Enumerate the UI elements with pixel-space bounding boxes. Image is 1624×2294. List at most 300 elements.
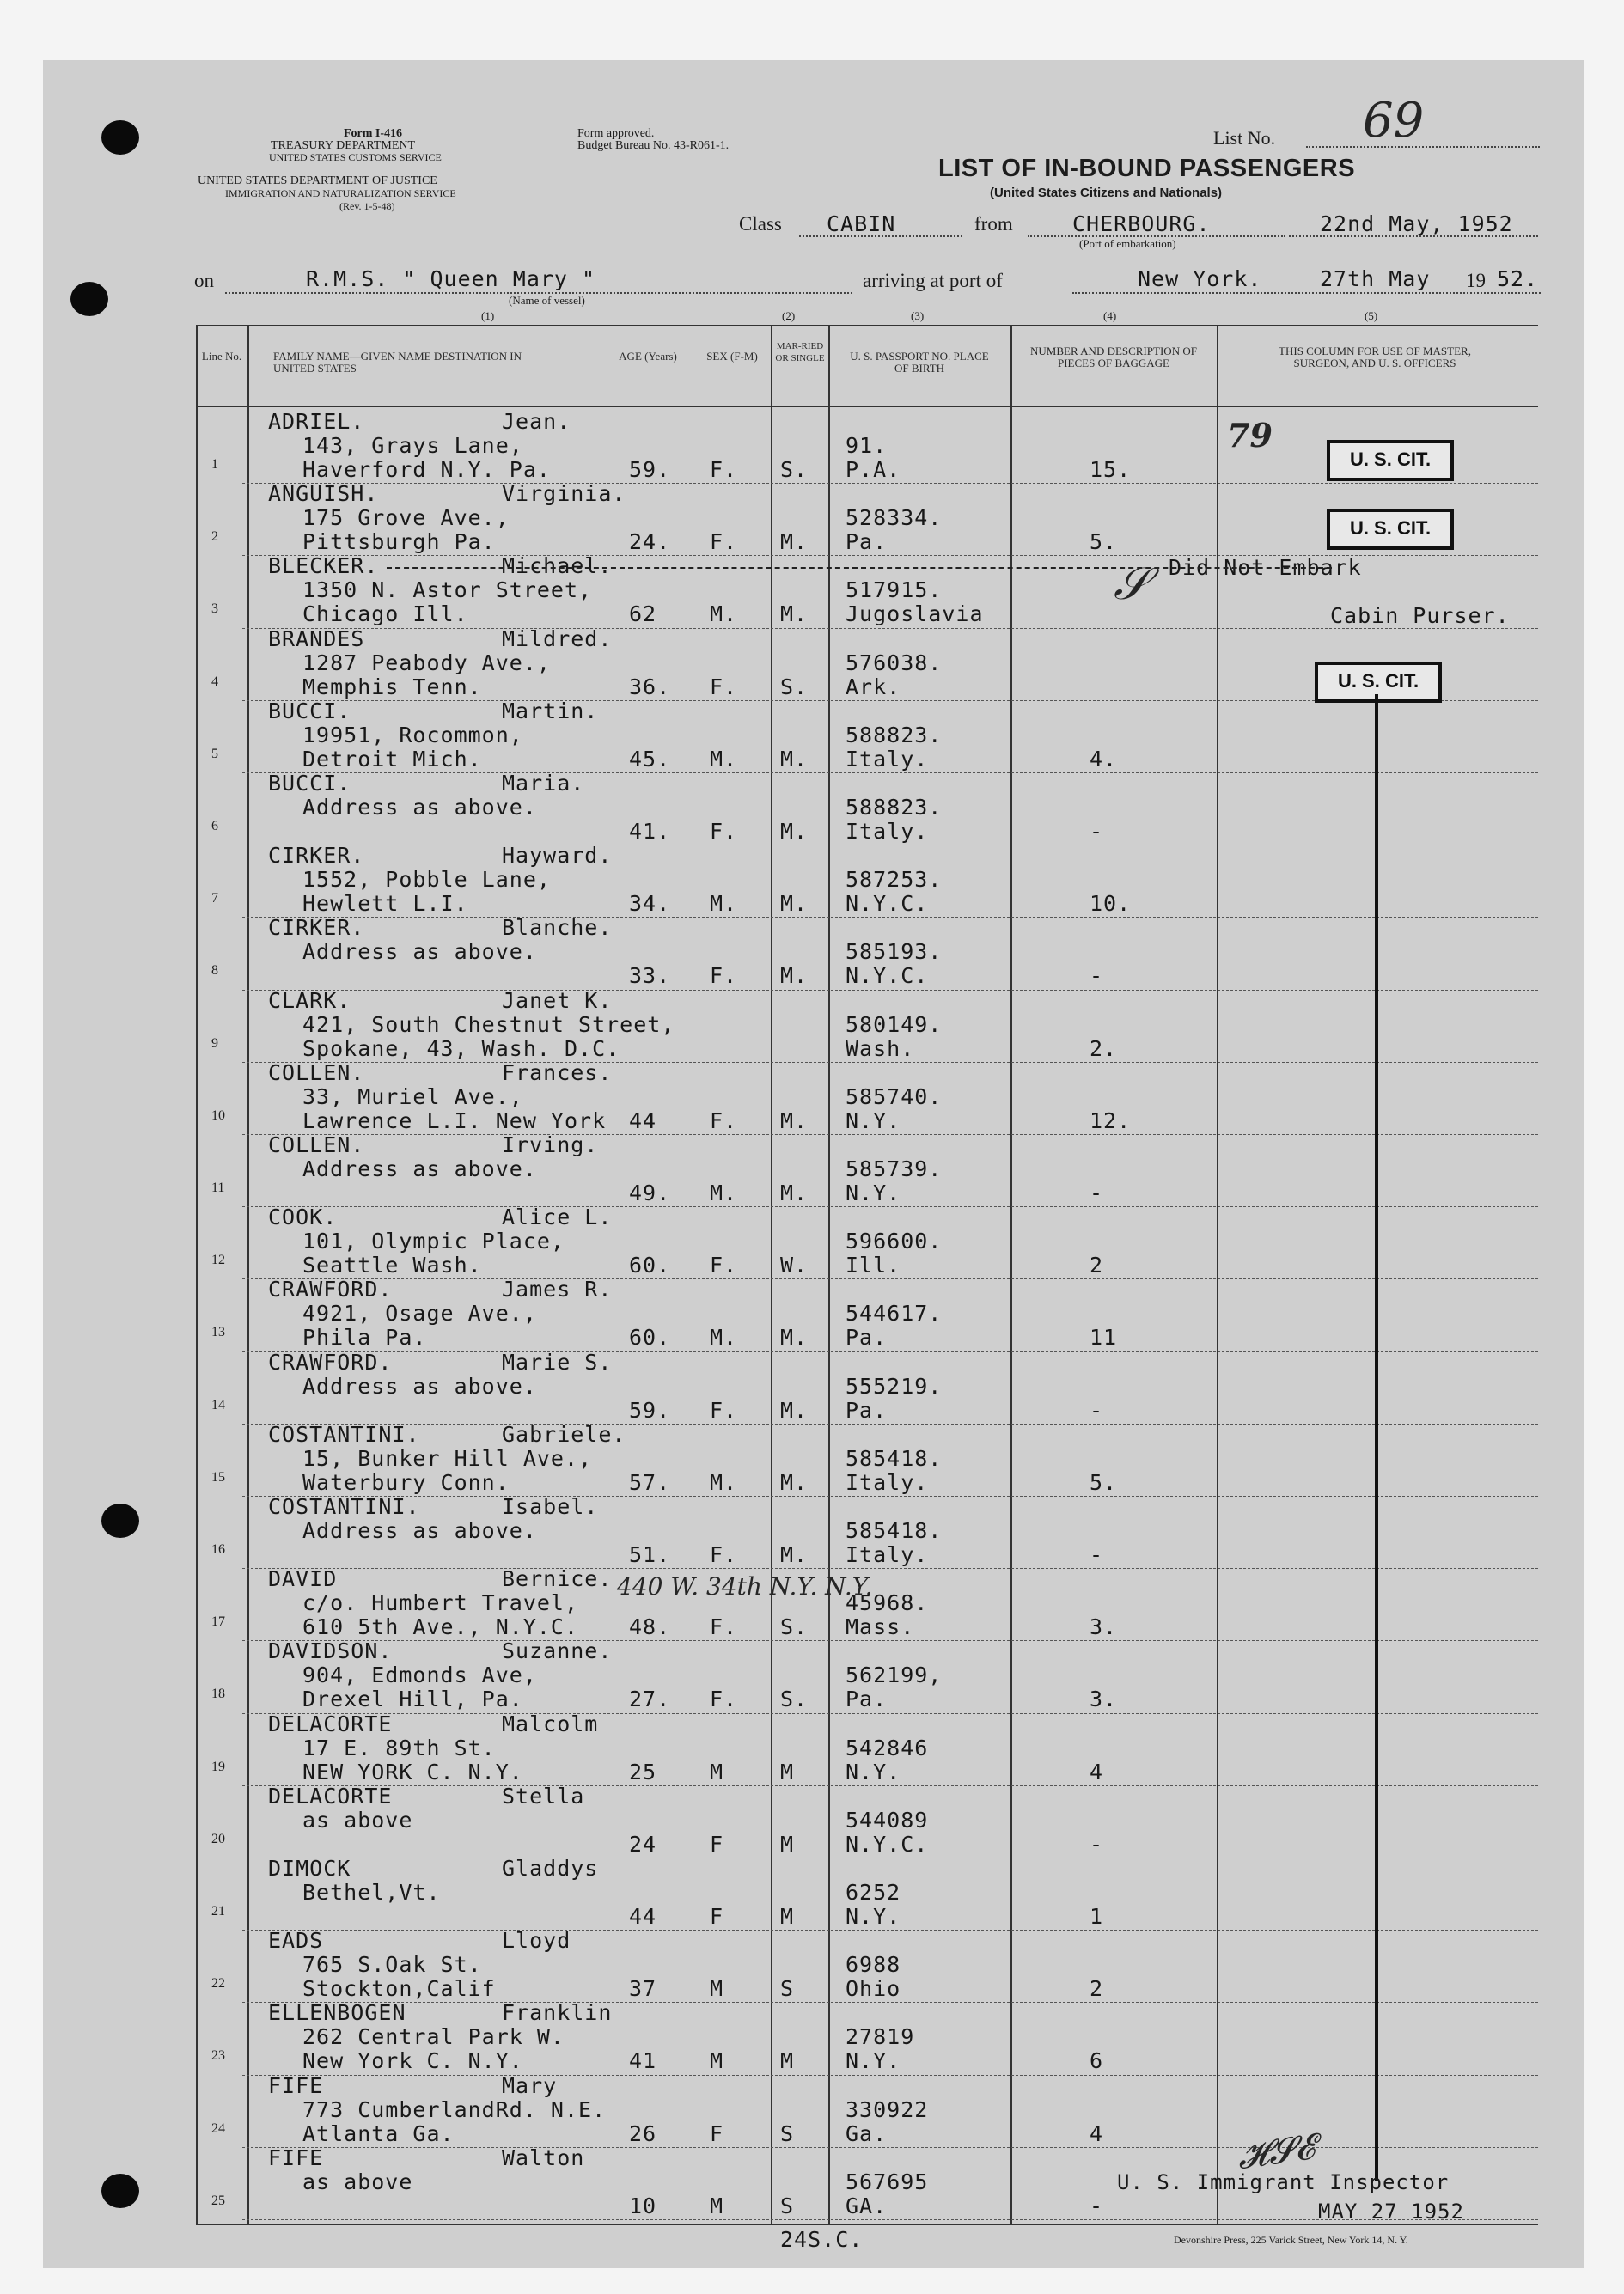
given-name: Hayward. — [502, 843, 613, 869]
family-name: EADS — [268, 1928, 324, 1954]
given-name: Maria. — [502, 771, 585, 796]
row-divider — [242, 1351, 1538, 1352]
place-of-birth: Pa. — [846, 1397, 888, 1423]
baggage: 15. — [1090, 457, 1132, 482]
sex: M. — [710, 1469, 738, 1495]
line-number: 3 — [211, 601, 218, 617]
sex: F. — [710, 1253, 738, 1278]
address-line-2: Drexel Hill, Pa. — [302, 1687, 523, 1712]
family-name: BUCCI. — [268, 698, 351, 723]
address-line-1: 101, Olympic Place, — [302, 1229, 565, 1254]
place-of-birth: Pa. — [846, 1687, 888, 1712]
marital-status: M. — [780, 601, 809, 627]
place-of-birth: GA. — [846, 2193, 888, 2218]
age: 60. — [629, 1253, 671, 1278]
family-name: COLLEN. — [268, 1132, 365, 1157]
customs-service: UNITED STATES CUSTOMS SERVICE — [269, 151, 442, 163]
address-line-1: Address as above. — [302, 1518, 537, 1543]
line-number: 7 — [211, 891, 218, 906]
line-number: 13 — [211, 1325, 225, 1340]
us-cit-stamp: U. S. CIT. — [1315, 662, 1442, 703]
header-age: AGE (Years) — [619, 350, 677, 363]
header-baggage: NUMBER AND DESCRIPTION OF PIECES OF BAGGAGE — [1030, 345, 1197, 369]
list-number: 69 — [1363, 93, 1425, 149]
form-title: LIST OF IN-BOUND PASSENGERS — [938, 155, 1356, 182]
address-line-1: 19951, Rocommon, — [302, 722, 523, 747]
arriving-label: arriving at port of — [863, 270, 1003, 291]
marital-status: S — [780, 2120, 795, 2146]
sex: F. — [710, 529, 738, 555]
line-number: 23 — [211, 2048, 225, 2064]
column-number-5: (5) — [1365, 309, 1378, 322]
row-divider — [242, 990, 1538, 991]
given-name: Malcolm — [502, 1711, 599, 1736]
sex: F. — [710, 1397, 738, 1423]
address-line-2: Chicago Ill. — [302, 601, 468, 627]
age: 33. — [629, 963, 671, 989]
passport-number: 45968. — [846, 1590, 929, 1616]
given-name: Blanche. — [502, 915, 613, 941]
age: 34. — [629, 891, 671, 917]
given-name: Suzanne. — [502, 1638, 613, 1664]
address-line-1: 421, South Chestnut Street, — [302, 1011, 675, 1037]
address-line-1: Address as above. — [302, 1156, 537, 1181]
baggage: 11 — [1090, 1325, 1118, 1351]
column-number-2: (2) — [782, 309, 796, 322]
place-of-birth: P.A. — [846, 457, 901, 482]
line-number: 2 — [211, 529, 218, 545]
baggage: 12. — [1090, 1107, 1132, 1133]
age: 59. — [629, 457, 671, 482]
age: 25 — [629, 1759, 657, 1785]
age: 62 — [629, 601, 657, 627]
given-name: Bernice. — [502, 1566, 613, 1592]
baggage: 3. — [1090, 1614, 1118, 1640]
passport-number: 588823. — [846, 795, 943, 820]
passport-number: 6988 — [846, 1952, 901, 1978]
line-number: 8 — [211, 963, 218, 979]
place-of-birth: Ga. — [846, 2120, 888, 2146]
address-line-1: Address as above. — [302, 795, 537, 820]
marital-status: M. — [780, 819, 809, 844]
sex: F. — [710, 819, 738, 844]
passport-number: 576038. — [846, 650, 943, 675]
marital-status: M. — [780, 1325, 809, 1351]
age: 59. — [629, 1397, 671, 1423]
line-number: 21 — [211, 1904, 225, 1919]
line-number: 24 — [211, 2120, 225, 2136]
line-number: 6 — [211, 819, 218, 833]
baggage: - — [1090, 2193, 1104, 2218]
sex: M. — [710, 746, 738, 772]
header-name: FAMILY NAME—GIVEN NAME DESTINATION IN UNITED STATES — [273, 350, 522, 375]
binder-hole — [70, 282, 108, 316]
sex: F. — [710, 457, 738, 482]
column-number-3: (3) — [911, 309, 925, 322]
row-divider — [242, 1713, 1538, 1714]
line-number: 4 — [211, 674, 218, 689]
address-line-2: Detroit Mich. — [302, 746, 482, 772]
passport-number: 91. — [846, 433, 888, 458]
age: 44 — [629, 1107, 657, 1133]
address-line-1: 262 Central Park W. — [302, 2024, 565, 2050]
sex: M — [710, 1759, 724, 1785]
place-of-birth: Mass. — [846, 1614, 915, 1640]
family-name: BLECKER. — [268, 553, 379, 579]
place-of-birth: N.Y.C. — [846, 963, 929, 989]
address-line-2: Seattle Wash. — [302, 1253, 482, 1278]
marital-status: M. — [780, 1469, 809, 1495]
family-name: DAVIDSON. — [268, 1638, 393, 1664]
age: 24. — [629, 529, 671, 555]
passport-number: 585418. — [846, 1445, 943, 1471]
family-name: DELACORTE — [268, 1711, 393, 1736]
address-line-2: 610 5th Ave., N.Y.C. — [302, 1614, 579, 1640]
age: 36. — [629, 674, 671, 699]
from-label: from — [974, 213, 1013, 235]
address-line-1: c/o. Humbert Travel, — [302, 1590, 579, 1616]
address-line-1: 143, Grays Lane, — [302, 433, 523, 458]
sex: M. — [710, 891, 738, 917]
family-name: FIFE — [268, 2072, 324, 2098]
place-of-birth: Jugoslavia — [846, 601, 984, 627]
given-name: Michael. — [502, 553, 613, 579]
address-line-2: Spokane, 43, Wash. D.C. — [302, 1035, 620, 1061]
row-divider — [242, 1640, 1538, 1641]
age: 60. — [629, 1325, 671, 1351]
row-divider — [242, 1134, 1538, 1135]
line-number: 10 — [211, 1107, 225, 1123]
line-number: 15 — [211, 1469, 225, 1485]
sex: M — [710, 1976, 724, 2002]
age: 41 — [629, 2048, 657, 2074]
age: 48. — [629, 1614, 671, 1640]
baggage: 10. — [1090, 891, 1132, 917]
sex: M. — [710, 1181, 738, 1205]
line-number: 14 — [211, 1397, 225, 1412]
footer-code: 24S.C. — [780, 2227, 864, 2252]
place-of-birth: N.Y. — [846, 1904, 901, 1929]
address-line-1: as above — [302, 1807, 413, 1833]
family-name: COLLEN. — [268, 1059, 365, 1085]
header-officers: THIS COLUMN FOR USE OF MASTER, SURGEON, AND U. S. OFFICERS — [1279, 345, 1471, 369]
sex: M. — [710, 1325, 738, 1351]
line-number: 20 — [211, 1831, 225, 1846]
baggage: 2 — [1090, 1976, 1104, 2002]
passport-number: 528334. — [846, 505, 943, 531]
address-line-1: 33, Muriel Ave., — [302, 1083, 523, 1109]
inspector-date: MAY 27 1952 — [1318, 2199, 1464, 2224]
baggage: 3. — [1090, 1687, 1118, 1712]
age: 44 — [629, 1904, 657, 1929]
line-number: 22 — [211, 1976, 225, 1992]
given-name: Mildred. — [502, 625, 613, 651]
vessel-name: R.M.S. " Queen Mary " — [306, 266, 596, 291]
given-name: Stella — [502, 1783, 585, 1809]
marital-status: S. — [780, 1687, 809, 1712]
cabin-purser: Cabin Purser. — [1330, 603, 1510, 628]
baggage: - — [1090, 1831, 1104, 1857]
row-divider — [242, 917, 1538, 918]
family-name: BUCCI. — [268, 771, 351, 796]
line-number: 19 — [211, 1759, 225, 1774]
given-name: Jean. — [502, 409, 571, 434]
column-number-1: (1) — [481, 309, 495, 322]
address-line-1: 1552, Pobble Lane, — [302, 867, 551, 893]
given-name: Gabriele. — [502, 1421, 626, 1447]
marital-status: M — [780, 1759, 795, 1785]
arrival-day: 27th May — [1320, 266, 1431, 291]
from-value: CHERBOURG. — [1072, 211, 1211, 236]
age: 26 — [629, 2120, 657, 2146]
address-line-2: Phila Pa. — [302, 1325, 427, 1351]
address-line-1: 1350 N. Astor Street, — [302, 577, 593, 603]
age: 27. — [629, 1687, 671, 1712]
arrival-year-prefix: 19 — [1466, 270, 1486, 291]
header-sex: SEX (F-M) — [706, 350, 758, 363]
marital-status: S. — [780, 457, 809, 482]
marital-status: M — [780, 2048, 795, 2074]
class-value: CABIN — [827, 211, 896, 236]
marital-status: S. — [780, 674, 809, 699]
row-divider — [242, 1424, 1538, 1425]
address-line-1: 1287 Peabody Ave., — [302, 650, 551, 675]
passport-number: 562199, — [846, 1663, 943, 1688]
purser-signature: 𝒮 — [1114, 558, 1149, 610]
passport-number: 588823. — [846, 722, 943, 747]
passport-number: 585418. — [846, 1518, 943, 1543]
family-name: DIMOCK — [268, 1856, 351, 1881]
sex: M — [710, 2048, 724, 2074]
passport-number: 585193. — [846, 939, 943, 965]
form-subtitle: (United States Citizens and Nationals) — [990, 186, 1223, 200]
baggage: 1 — [1090, 1904, 1104, 1929]
line-number: 9 — [211, 1035, 218, 1051]
sex: F. — [710, 1614, 738, 1640]
did-not-embark: Did Not Embark — [1169, 555, 1362, 580]
given-name: Lloyd — [502, 1928, 571, 1954]
address-line-2: Waterbury Conn. — [302, 1469, 510, 1495]
passport-number: 585740. — [846, 1083, 943, 1109]
passport-number: 544617. — [846, 1301, 943, 1327]
line-number: 25 — [211, 2193, 225, 2208]
inspector-signature: 𝓗𝓢𝓔 — [1235, 2126, 1317, 2178]
david-handwritten-address: 440 W. 34th N.Y. N.Y. — [617, 1572, 873, 1601]
baggage: 2 — [1090, 1253, 1104, 1278]
family-name: ANGUISH. — [268, 481, 379, 507]
address-line-1: 904, Edmonds Ave, — [302, 1663, 537, 1688]
baggage: - — [1090, 819, 1104, 844]
sex: F. — [710, 963, 738, 989]
passport-number: 585739. — [846, 1156, 943, 1181]
sex: F — [710, 1831, 724, 1857]
binder-hole — [101, 2174, 139, 2208]
address-line-1: 15, Bunker Hill Ave., — [302, 1445, 593, 1471]
row-divider — [242, 1496, 1538, 1497]
place-of-birth: N.Y. — [846, 2048, 901, 2074]
line-number: 12 — [211, 1253, 225, 1268]
place-of-birth: Ill. — [846, 1253, 901, 1278]
address-line-2: Memphis Tenn. — [302, 674, 482, 699]
marital-status: M. — [780, 746, 809, 772]
marital-status: M — [780, 1904, 795, 1929]
printer-footer: Devonshire Press, 225 Varick Street, New York 14, N. Y. — [1174, 2234, 1408, 2246]
given-name: Alice L. — [502, 1205, 613, 1230]
place-of-birth: Italy. — [846, 819, 929, 844]
budget-bureau: Budget Bureau No. 43-R061-1. — [577, 139, 730, 152]
marital-status: S — [780, 2193, 795, 2218]
passport-number: 517915. — [846, 577, 943, 603]
baggage: - — [1090, 1542, 1104, 1567]
place-of-birth: N.Y.C. — [846, 891, 929, 917]
given-name: Irving. — [502, 1132, 599, 1157]
line-number: 11 — [211, 1181, 225, 1195]
passport-number: 6252 — [846, 1880, 901, 1905]
place-of-birth: Ohio — [846, 1976, 901, 2002]
department-of-justice: UNITED STATES DEPARTMENT OF JUSTICE — [198, 174, 437, 187]
line-number: 1 — [211, 457, 218, 472]
header-line-no: Line No. — [201, 350, 242, 363]
port-embarkation-label: (Port of embarkation) — [1079, 237, 1176, 250]
baggage: 2. — [1090, 1035, 1118, 1061]
list-no-label: List No. — [1213, 127, 1276, 149]
column-number-4: (4) — [1103, 309, 1117, 322]
age: 24 — [629, 1831, 657, 1857]
passport-number: 580149. — [846, 1011, 943, 1037]
sex: F — [710, 1904, 724, 1929]
place-of-birth: N.Y. — [846, 1107, 901, 1133]
family-name: DAVID — [268, 1566, 338, 1592]
given-name: Virginia. — [502, 481, 626, 507]
form-approved: Form approved. — [577, 127, 655, 140]
binder-hole — [101, 120, 139, 155]
family-name: ADRIEL. — [268, 409, 365, 434]
given-name: Franklin — [502, 2000, 613, 2026]
row-divider — [242, 1278, 1538, 1279]
passport-number: 330922 — [846, 2096, 929, 2122]
annotation-count: 79 — [1227, 416, 1273, 455]
row-divider — [242, 1206, 1538, 1207]
passport-number: 544089 — [846, 1807, 929, 1833]
place-of-birth: Italy. — [846, 746, 929, 772]
line-number: 18 — [211, 1687, 225, 1702]
marital-status: M. — [780, 891, 809, 917]
passport-number: 567695 — [846, 2169, 929, 2194]
marital-status: S — [780, 1976, 795, 2002]
baggage: 5. — [1090, 529, 1118, 555]
passport-number: 555219. — [846, 1373, 943, 1399]
departure-date: 22nd May, 1952 — [1320, 211, 1513, 236]
place-of-birth: N.Y. — [846, 1181, 901, 1205]
age: 49. — [629, 1181, 671, 1205]
family-name: CIRKER. — [268, 843, 365, 869]
address-line-1: 773 CumberlandRd. N.E. — [302, 2096, 607, 2122]
passport-number: 542846 — [846, 1735, 929, 1760]
family-name: CRAWFORD. — [268, 1349, 393, 1375]
line-number: 17 — [211, 1614, 225, 1630]
marital-status: M — [780, 1831, 795, 1857]
place-of-birth: Wash. — [846, 1035, 915, 1061]
family-name: COSTANTINI. — [268, 1494, 420, 1519]
address-line-1: 17 E. 89th St. — [302, 1735, 496, 1760]
address-line-1: Address as above. — [302, 1373, 537, 1399]
arrival-year: 52. — [1497, 266, 1539, 291]
family-name: FIFE — [268, 2145, 324, 2170]
baggage: 4 — [1090, 2120, 1104, 2146]
given-name: Martin. — [502, 698, 599, 723]
us-cit-stamp: U. S. CIT. — [1327, 440, 1454, 481]
address-line-2: Lawrence L.I. New York — [302, 1107, 607, 1133]
given-name: James R. — [502, 1277, 613, 1303]
sex: F. — [710, 1687, 738, 1712]
passport-number: 587253. — [846, 867, 943, 893]
row-divider — [242, 1062, 1538, 1063]
revision: (Rev. 1-5-48) — [339, 200, 395, 212]
marital-status: M. — [780, 1181, 809, 1205]
place-of-birth: Pa. — [846, 1325, 888, 1351]
form-number: Form I-416 — [344, 127, 403, 140]
place-of-birth: Ark. — [846, 674, 901, 699]
arrival-port: New York. — [1138, 266, 1262, 291]
marital-status: M. — [780, 1397, 809, 1423]
row-divider — [242, 772, 1538, 773]
given-name: Isabel. — [502, 1494, 599, 1519]
given-name: Gladdys — [502, 1856, 599, 1881]
family-name: CRAWFORD. — [268, 1277, 393, 1303]
vessel-label: (Name of vessel) — [509, 294, 585, 307]
marital-status: W. — [780, 1253, 809, 1278]
class-label: Class — [739, 213, 782, 235]
family-name: COSTANTINI. — [268, 1421, 420, 1447]
row-divider — [242, 1930, 1538, 1931]
marital-status: S. — [780, 1614, 809, 1640]
place-of-birth: Italy. — [846, 1542, 929, 1567]
sex: F. — [710, 1542, 738, 1567]
place-of-birth: Pa. — [846, 529, 888, 555]
age: 51. — [629, 1542, 671, 1567]
line-number: 5 — [211, 746, 218, 761]
given-name: Frances. — [502, 1059, 613, 1085]
family-name: CLARK. — [268, 987, 351, 1013]
line-number: 16 — [211, 1542, 225, 1557]
address-line-2: Hewlett L.I. — [302, 891, 468, 917]
baggage: - — [1090, 1181, 1104, 1205]
given-name: Marie S. — [502, 1349, 613, 1375]
address-line-2: New York C. N.Y. — [302, 2048, 523, 2074]
address-line-2: NEW YORK C. N.Y. — [302, 1759, 523, 1785]
marital-status: M. — [780, 963, 809, 989]
given-name: Walton — [502, 2145, 585, 2170]
ins-label: IMMIGRATION AND NATURALIZATION SERVICE — [225, 187, 456, 199]
address-line-2: Pittsburgh Pa. — [302, 529, 496, 555]
family-name: DELACORTE — [268, 1783, 393, 1809]
row-divider — [242, 2075, 1538, 2076]
age: 45. — [629, 746, 671, 772]
sex: F. — [710, 674, 738, 699]
inspector-label: U. S. Immigrant Inspector — [1117, 2170, 1450, 2194]
marital-status: M. — [780, 529, 809, 555]
baggage: 6 — [1090, 2048, 1104, 2074]
age: 41. — [629, 819, 671, 844]
family-name: BRANDES — [268, 625, 365, 651]
address-line-1: 4921, Osage Ave., — [302, 1301, 537, 1327]
row-divider — [242, 2002, 1538, 2003]
baggage: - — [1090, 963, 1104, 989]
marital-status: M. — [780, 1542, 809, 1567]
age: 10 — [629, 2193, 657, 2218]
address-line-1: Bethel,Vt. — [302, 1880, 441, 1905]
given-name: Mary — [502, 2072, 558, 2098]
